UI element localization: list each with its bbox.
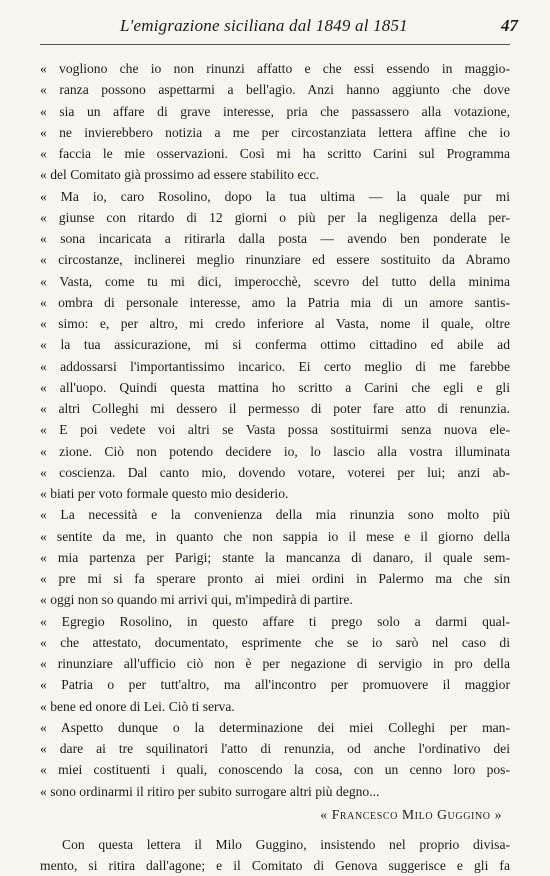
text-line: « la tua assicurazione, mi si conferma ottimo cittadino ed abile ad: [40, 337, 510, 353]
text-line: « bene ed onore di Lei. Ciò ti serva.: [40, 698, 235, 714]
page-number: 47: [501, 16, 518, 35]
text-line: « Egregio Rosolino, in questo affare ti prego solo a darmi qual-: [40, 613, 510, 629]
text-line: « oggi non so quando mi arrivi qui, m'impedirà di partire.: [40, 592, 353, 608]
text-line: « Ma io, caro Rosolino, dopo la tua ultima — la quale pur mi: [40, 188, 510, 204]
page-header: [40, 14, 520, 42]
text-line: « sona incaricata a ritirarla dalla posta — avendo ben ponderate le: [40, 231, 510, 246]
text-line: « ne invierebbero notizia a me per circostanziata lettera affine che io: [40, 124, 510, 140]
text-line: mento, si ritira dall'agone; e il Comitato di Genova suggerisce e gli fa: [40, 858, 510, 873]
text-line: « del Comitato già prossimo ad essere stabilito ecc.: [40, 167, 319, 183]
text-line: « altri Colleghi mi dessero il permesso di poter fare atto di renunzia.: [40, 401, 510, 416]
running-title: L'emigrazione siciliana dal 1849 al 1851: [120, 16, 408, 35]
text-line: « pre mi si fa sperare pronto ai miei ordini in Palermo ma che sin: [40, 571, 510, 586]
text-line: « Aspetto dunque o la determinazione dei miei Colleghi per man-: [40, 719, 510, 735]
text-line: « coscienza. Dal canto mio, dovendo votare, voterei per lui; anzi ab-: [40, 464, 510, 480]
header-rule: [40, 44, 510, 45]
text-line: « biati per voto formale questo mio desiderio.: [40, 486, 289, 501]
text-line: « vogliono che io non rinunzi affatto e che essi essendo in maggio-: [40, 61, 510, 76]
text-line: « rinunziare all'ufficio ciò non è per negazione di servigio in pro della: [40, 656, 510, 671]
text-line: « all'uopo. Quindi questa mattina ho scritto a Carini che egli e gli: [40, 379, 510, 395]
text-line: « sono ordinarmi il ritiro per subito surrogare altri più degno...: [40, 783, 380, 799]
closing-paragraph: [40, 834, 510, 876]
text-line: « dare ai tre squilinatori l'atto di renunzia, od anche l'ordinativo dei: [40, 741, 510, 756]
letter-body: [40, 58, 510, 876]
text-line: « simo: e, per altro, mi credo inferiore al Vasta, nome il quale, oltre: [40, 316, 510, 331]
text-line: « ranza possono aspettarmi a bell'agio. Anzi hanno aggiunto che dove: [40, 82, 510, 98]
text-line: « E poi vedete voi altri se Vasta possa sostituirmi senza nuova ele-: [40, 422, 510, 438]
text-line: « sentite da me, in quanto che non sappia io il mese e il giorno della: [40, 528, 510, 544]
text-line: « Vasta, come tu mi dici, imperocchè, scevro del tutto della minima: [40, 273, 510, 289]
text-line: « faccia le mie osservazioni. Così mi ha scritto Carini sul Programma: [40, 146, 510, 161]
letter-signature: « Francesco Milo Guggino »: [320, 806, 502, 822]
text-line: « miei costituenti i quali, conoscendo la cosa, con un cenno loro pos-: [40, 762, 510, 778]
text-line: « addossarsi l'importantissimo incarico. Ei certo meglio di me farebbe: [40, 358, 510, 374]
text-line: « La necessità e la convenienza della mia rinunzia sono molto più: [40, 507, 510, 523]
text-line: « zione. Ciò non potendo decidere io, lo lascio alla vostra illuminata: [40, 443, 510, 459]
text-line: « che attestato, documentato, esprimente che se io sarò nel caso di: [40, 634, 510, 650]
text-line: « Patria o per tutt'altro, ma all'incontro per promuovere il maggior: [40, 677, 510, 693]
text-line: Con questa lettera il Milo Guggino, insistendo nel proprio divisa-: [62, 836, 510, 852]
text-line: « mia partenza per Parigi; stante la mancanza di danaro, il quale sem-: [40, 549, 510, 565]
text-line: « ombra di personale interesse, amo la Patria mia di un amore santis-: [40, 294, 510, 310]
text-line: « giunse con ritardo di 12 giorni o più per la negligenza della per-: [40, 209, 510, 225]
text-line: « circostanze, inclinerei meglio rinunziare ed essere sostituito da Abramo: [40, 252, 510, 268]
text-line: « sia un affare di grave interesse, pria che passassero alla votazione,: [40, 103, 510, 119]
